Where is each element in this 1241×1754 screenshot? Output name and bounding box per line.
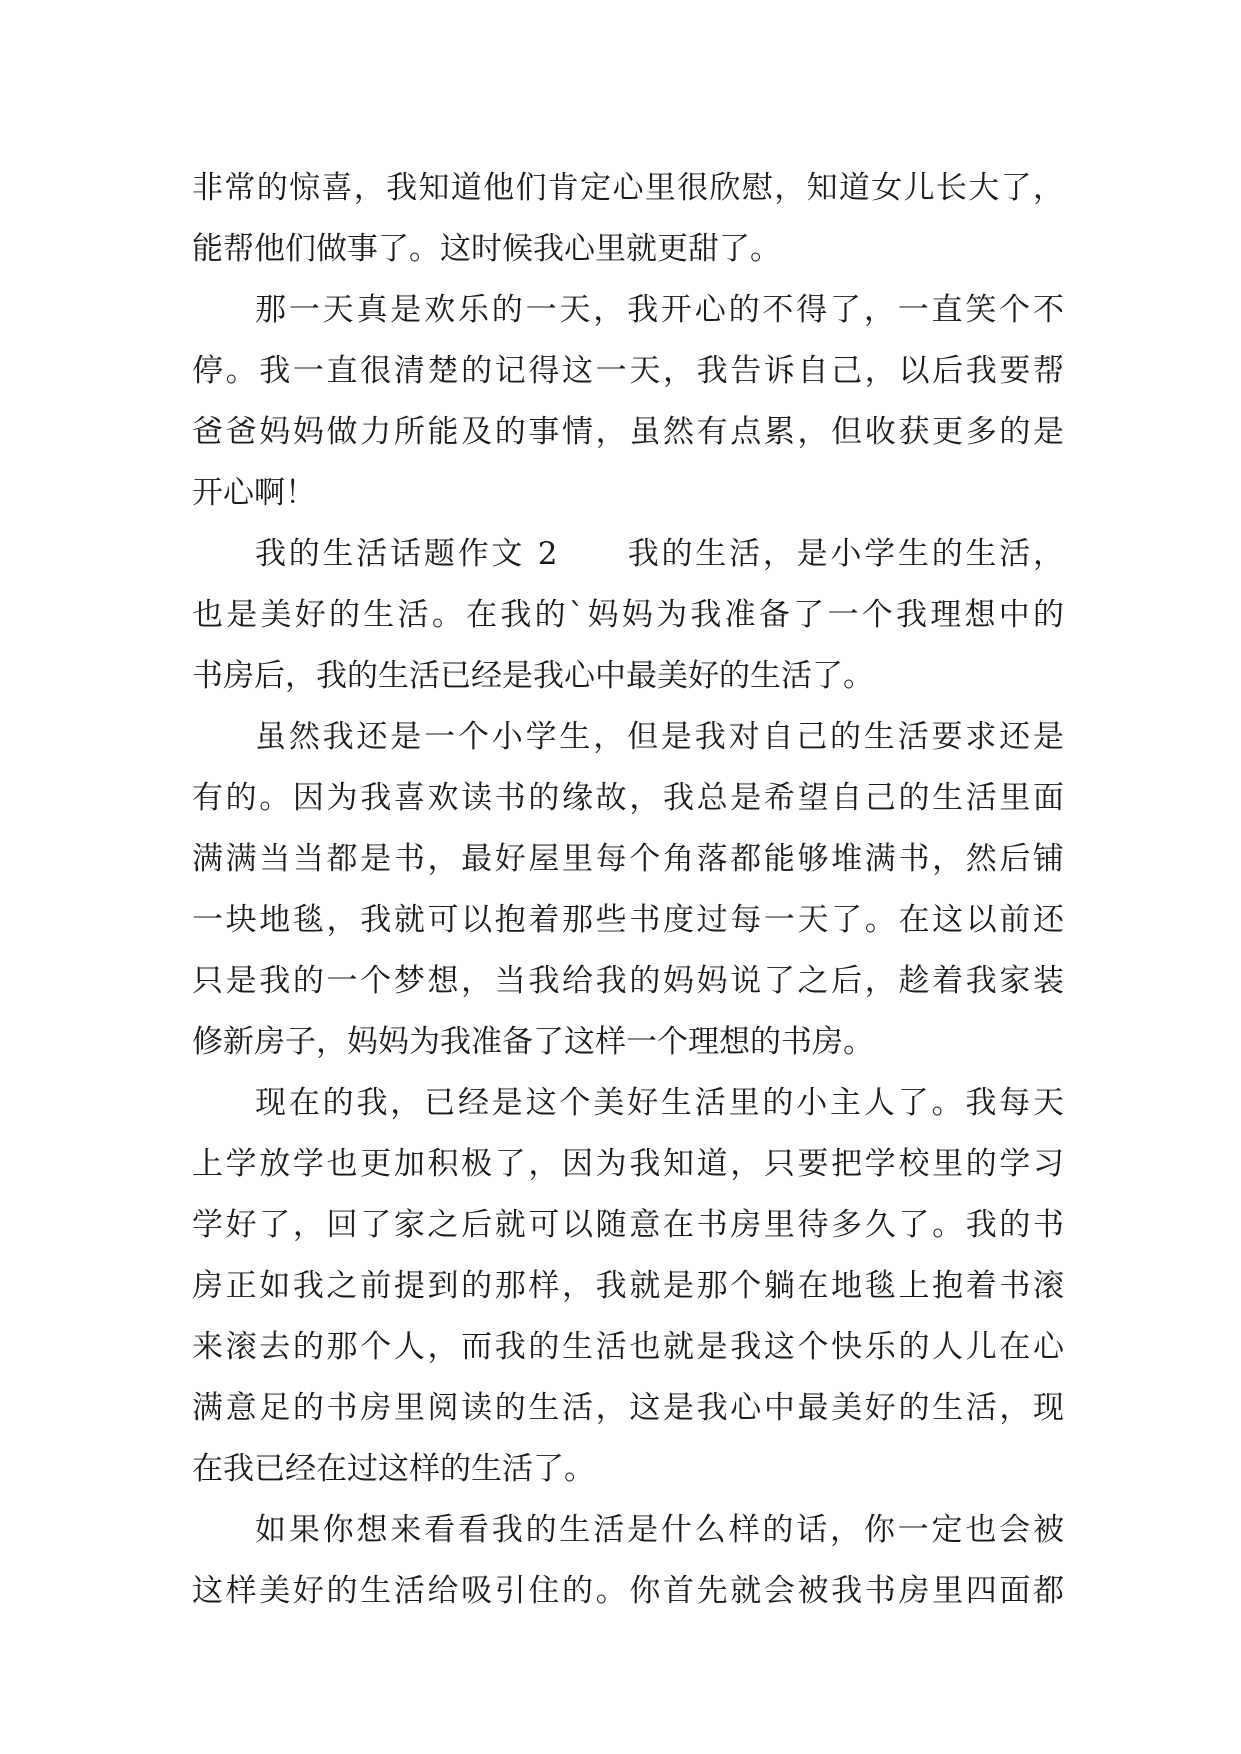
text-line: 学好了，回了家之后就可以随意在书房里待多久了。我的书 <box>192 1207 1064 1243</box>
text-line: 如果你想来看看我的生活是什么样的话，你一定也会被 <box>255 1512 1064 1548</box>
text-line: 修新房子，妈妈为我准备了这样一个理想的书房。 <box>192 1024 874 1060</box>
text-line: 也是美好的生活。在我的`妈妈为我准备了一个我理想中的 <box>192 597 1064 633</box>
text-line: 上学放学也更加积极了，因为我知道，只要把学校里的学习 <box>192 1146 1064 1182</box>
text-line: 停。我一直很清楚的记得这一天，我告诉自己，以后我要帮 <box>192 353 1064 389</box>
text-line: 一块地毯，我就可以抱着那些书度过每一天了。在这以前还 <box>192 902 1064 938</box>
text-line: 书房后，我的生活已经是我心中最美好的生活了。 <box>192 658 874 694</box>
text-line: 能帮他们做事了。这时候我心里就更甜了。 <box>192 231 781 267</box>
text-line: 满意足的书房里阅读的生活，这是我心中最美好的生活，现 <box>192 1390 1064 1426</box>
text-line: 现在的我，已经是这个美好生活里的小主人了。我每天 <box>255 1085 1064 1121</box>
text-line: 爸爸妈妈做力所能及的事情，虽然有点累，但收获更多的是 <box>192 414 1064 450</box>
text-line: 这样美好的生活给吸引住的。你首先就会被我书房里四面都 <box>192 1573 1064 1609</box>
text-line: 只是我的一个梦想，当我给我的妈妈说了之后，趁着我家装 <box>192 963 1064 999</box>
text-line: 我的生活话题作文 2 我的生活，是小学生的生活， <box>255 536 1064 572</box>
text-line: 房正如我之前提到的那样，我就是那个躺在地毯上抱着书滚 <box>192 1268 1064 1304</box>
text-line: 来滚去的那个人，而我的生活也就是我这个快乐的人儿在心 <box>192 1329 1064 1365</box>
text-line: 在我已经在过这样的生活了。 <box>192 1451 595 1487</box>
text-line: 开心啊！ <box>192 475 316 511</box>
text-line: 满满当当都是书，最好屋里每个角落都能够堆满书，然后铺 <box>192 841 1064 877</box>
text-line: 那一天真是欢乐的一天，我开心的不得了，一直笑个不 <box>255 292 1064 328</box>
text-line: 非常的惊喜，我知道他们肯定心里很欣慰，知道女儿长大了， <box>192 170 1064 206</box>
essay-body <box>192 158 1064 1622</box>
text-line: 有的。因为我喜欢读书的缘故，我总是希望自己的生活里面 <box>192 780 1064 816</box>
text-line: 虽然我还是一个小学生，但是我对自己的生活要求还是 <box>255 719 1064 755</box>
